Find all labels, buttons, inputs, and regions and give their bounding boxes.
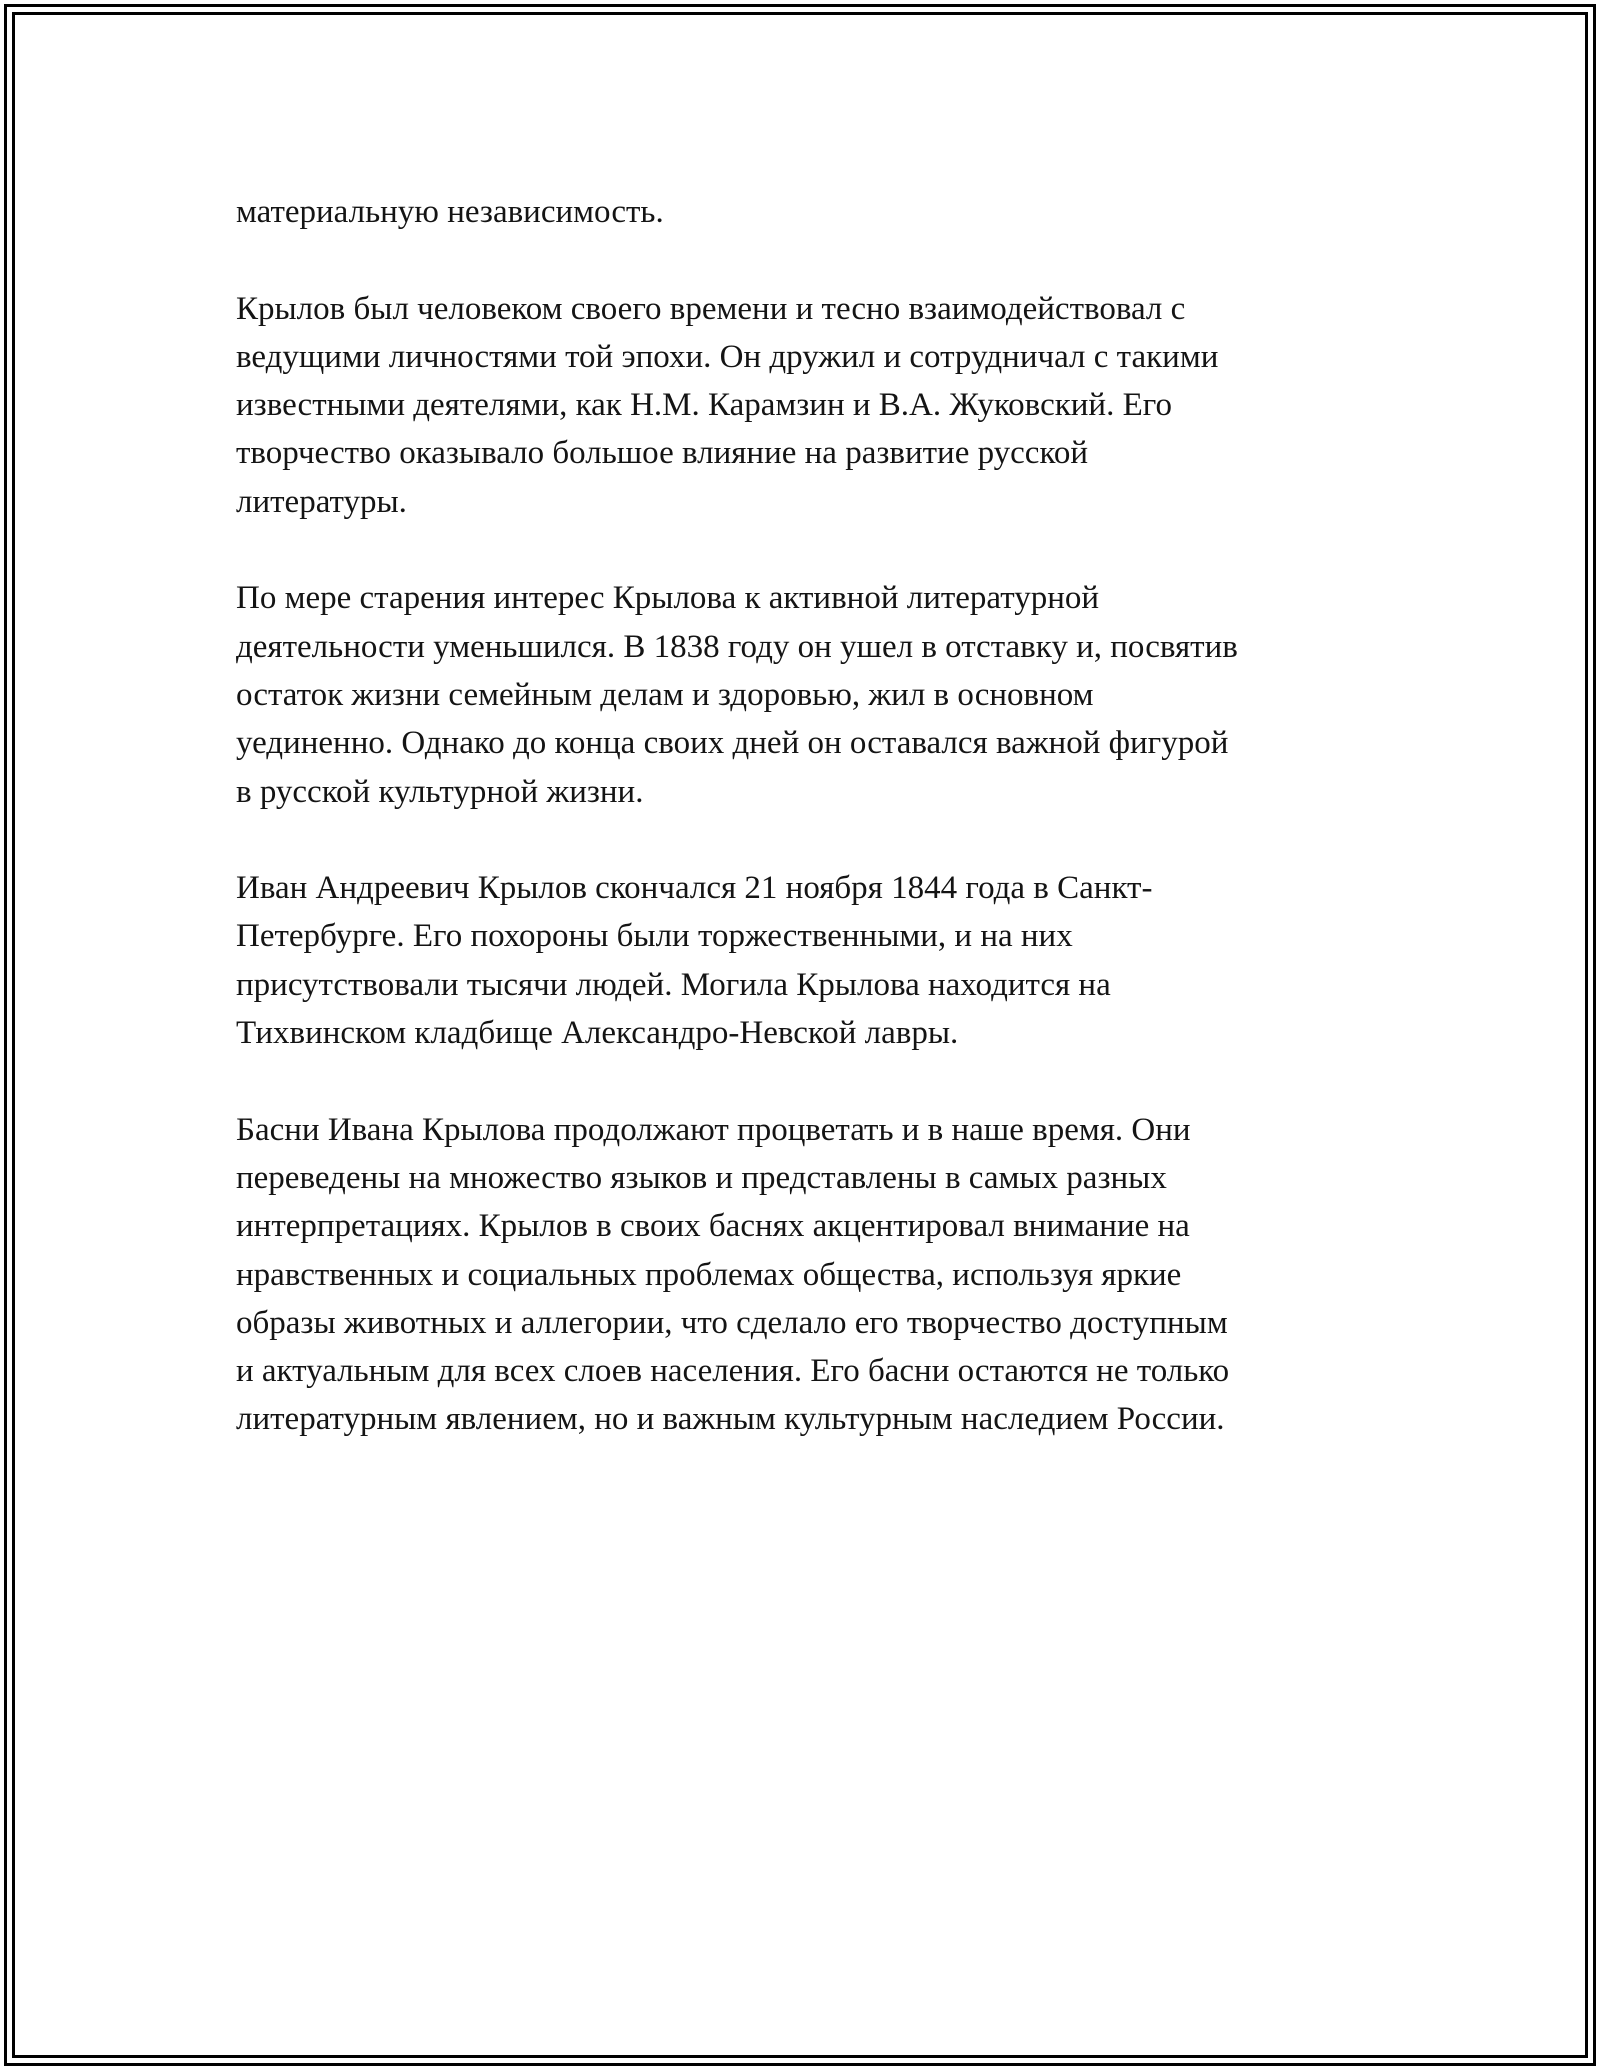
paragraph-contemporaries: Крылов был человеком своего времени и тесно взаимодействовал с ведущими личностями той эпохи. Он дружил и сотрудничал с такими известными деятелями, как Н.М. Карамзин и В.А. Жуковский. Его творчество оказывало большое влияние на развитие русской литературы.: [236, 290, 1219, 520]
paragraph-legacy: Басни Ивана Крылова продолжают процветать и в наше время. Они переведены на множество языков и представлены в самых разных интерпретациях. Крылов в своих баснях акцентировал внимание на нравственных и социальных проблемах общества, используя яркие образы животных и аллегории, что сделало его творчество доступным и актуальным для всех слоев населения. Его басни остаются не только литературным явлением, но и важным культурным наследием России.: [236, 1111, 1230, 1438]
paragraph-later-years: По мере старения интерес Крылова к активной литературной деятельности уменьшился. В 1838 году он ушел в отставку и, посвятив остаток жизни семейным делам и здоровью, жил в основном уединенно. Однако до конца своих дней он оставался важной фигурой в русской культурной жизни.: [236, 580, 1238, 810]
paragraph-death: Иван Андреевич Крылов скончался 21 ноября 1844 года в Санкт- Петербурге. Его похороны были торжественными, и на них присутствовали тысячи людей. Могила Крылова находится на Тихвинском кладбище Александро-Невской лавры.: [236, 870, 1153, 1052]
paragraph-continuation: материальную независимость.: [236, 194, 664, 230]
document-body: [236, 188, 1376, 1492]
